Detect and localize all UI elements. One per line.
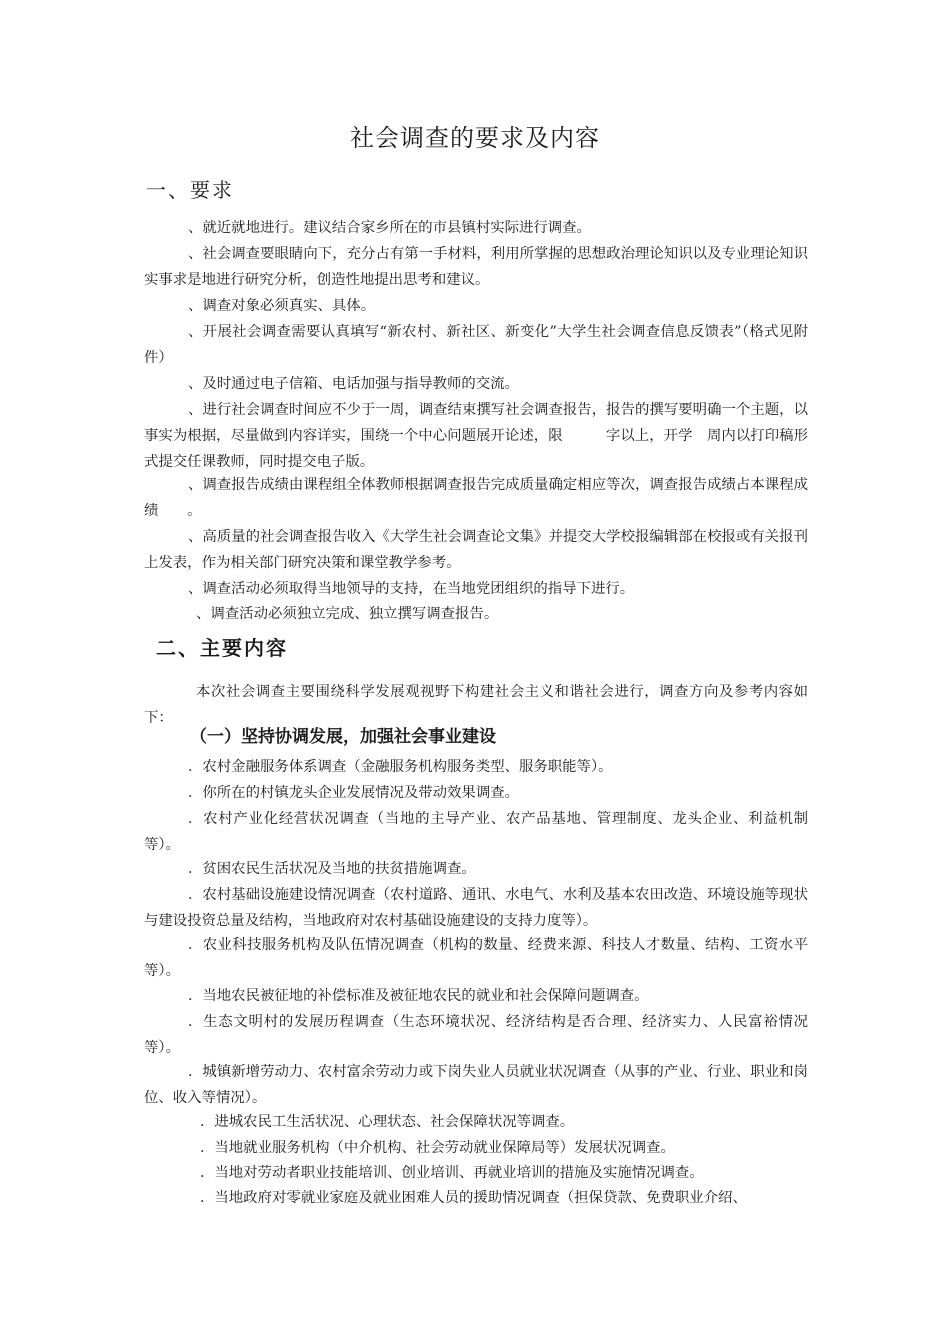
requirement-item: 、开展社会调查需要认真填写“新农村、新社区、新变化”大学生社会调查信息反馈表”（格式见附件）	[144, 324, 808, 366]
requirement-item: 、调查对象必须真实、具体。	[188, 298, 376, 314]
section-heading-requirements: 一、要求	[146, 178, 234, 202]
content-item: ．农村金融服务体系调查（金融服务机构服务类型、服务职能等）。	[188, 759, 613, 775]
requirement-item: 、高质量的社会调查报告收入《大学生社会调查论文集》并提交大学校报编辑部在校报或有关报刊上发表，作为相关部门研究决策和课堂教学参考。	[144, 529, 808, 571]
content-item: ．贫困农民生活状况及当地的扶贫措施调查。	[188, 861, 476, 877]
content-item: ．农村产业化经营状况调查（当地的主导产业、农产品基地、管理制度、龙头企业、利益机制等）。	[144, 811, 808, 853]
section-heading-main-content: 二、主要内容	[156, 636, 288, 660]
content-item: ．当地农民被征地的补偿标准及被征地农民的就业和社会保障问题调查。	[188, 988, 649, 1004]
content-item: ．当地政府对零就业家庭及就业困难人员的援助情况调查（担保贷款、免费职业介绍、	[200, 1190, 747, 1206]
requirement-item: 、及时通过电子信箱、电话加强与指导教师的交流。	[188, 376, 519, 392]
content-item: ．当地就业服务机构（中介机构、社会劳动就业保障局等）发展状况调查。	[200, 1140, 675, 1156]
requirement-item: 、进行社会调查时间应不少于一周，调查结束撰写社会调查报告，报告的撰写要明确一个主题，以事实为根据，尽量做到内容详实，围绕一个中心问题展开论述，限 字以上，开学 周内以打印稿形式提交任课教师，同时提交电子版。	[144, 402, 808, 470]
content-intro: 本次社会调查主要围绕科学发展观视野下构建社会主义和谐社会进行，调查方向及参考内容如下：	[144, 684, 808, 726]
requirement-item: 、调查活动必须独立完成、独立撰写调查报告。	[196, 606, 499, 622]
content-item: ．农村基础设施建设情况调查（农村道路、通讯、水电气、水利及基本农田改造、环境设施等现状与建设投资总量及结构，当地政府对农村基础设施建设的支持力度等）。	[144, 887, 808, 929]
requirement-item: 、就近就地进行。建议结合家乡所在的市县镇村实际进行调查。	[188, 220, 591, 236]
content-item: ．当地对劳动者职业技能培训、创业培训、再就业培训的措施及实施情况调查。	[200, 1165, 704, 1181]
content-item: ．城镇新增劳动力、农村富余劳动力或下岗失业人员就业状况调查（从事的产业、行业、职业和岗位、收入等情况）。	[144, 1064, 808, 1106]
content-item: ．你所在的村镇龙头企业发展情况及带动效果调查。	[188, 785, 519, 801]
content-item: ．生态文明村的发展历程调查（生态环境状况、经济结构是否合理、经济实力、人民富裕情况等）。	[144, 1014, 808, 1056]
page-title: 社会调查的要求及内容	[350, 124, 600, 152]
content-item: ．进城农民工生活状况、心理状态、社会保障状况等调查。	[200, 1114, 575, 1130]
requirement-item: 、调查报告成绩由课程组全体教师根据调查报告完成质量确定相应等次，调查报告成绩占本课程成绩 。	[144, 477, 808, 519]
content-item: ．农业科技服务机构及队伍情况调查（机构的数量、经费来源、科技人才数量、结构、工资水平等）。	[144, 937, 808, 979]
requirement-item: 、社会调查要眼睛向下，充分占有第一手材料，利用所掌握的思想政治理论知识以及专业理论知识实事求是地进行研究分析，创造性地提出思考和建议。	[144, 246, 808, 288]
requirement-item: 、调查活动必须取得当地领导的支持，在当地党团组织的指导下进行。	[188, 581, 635, 597]
subsection-heading: （一）坚持协调发展，加强社会事业建设	[190, 727, 496, 747]
